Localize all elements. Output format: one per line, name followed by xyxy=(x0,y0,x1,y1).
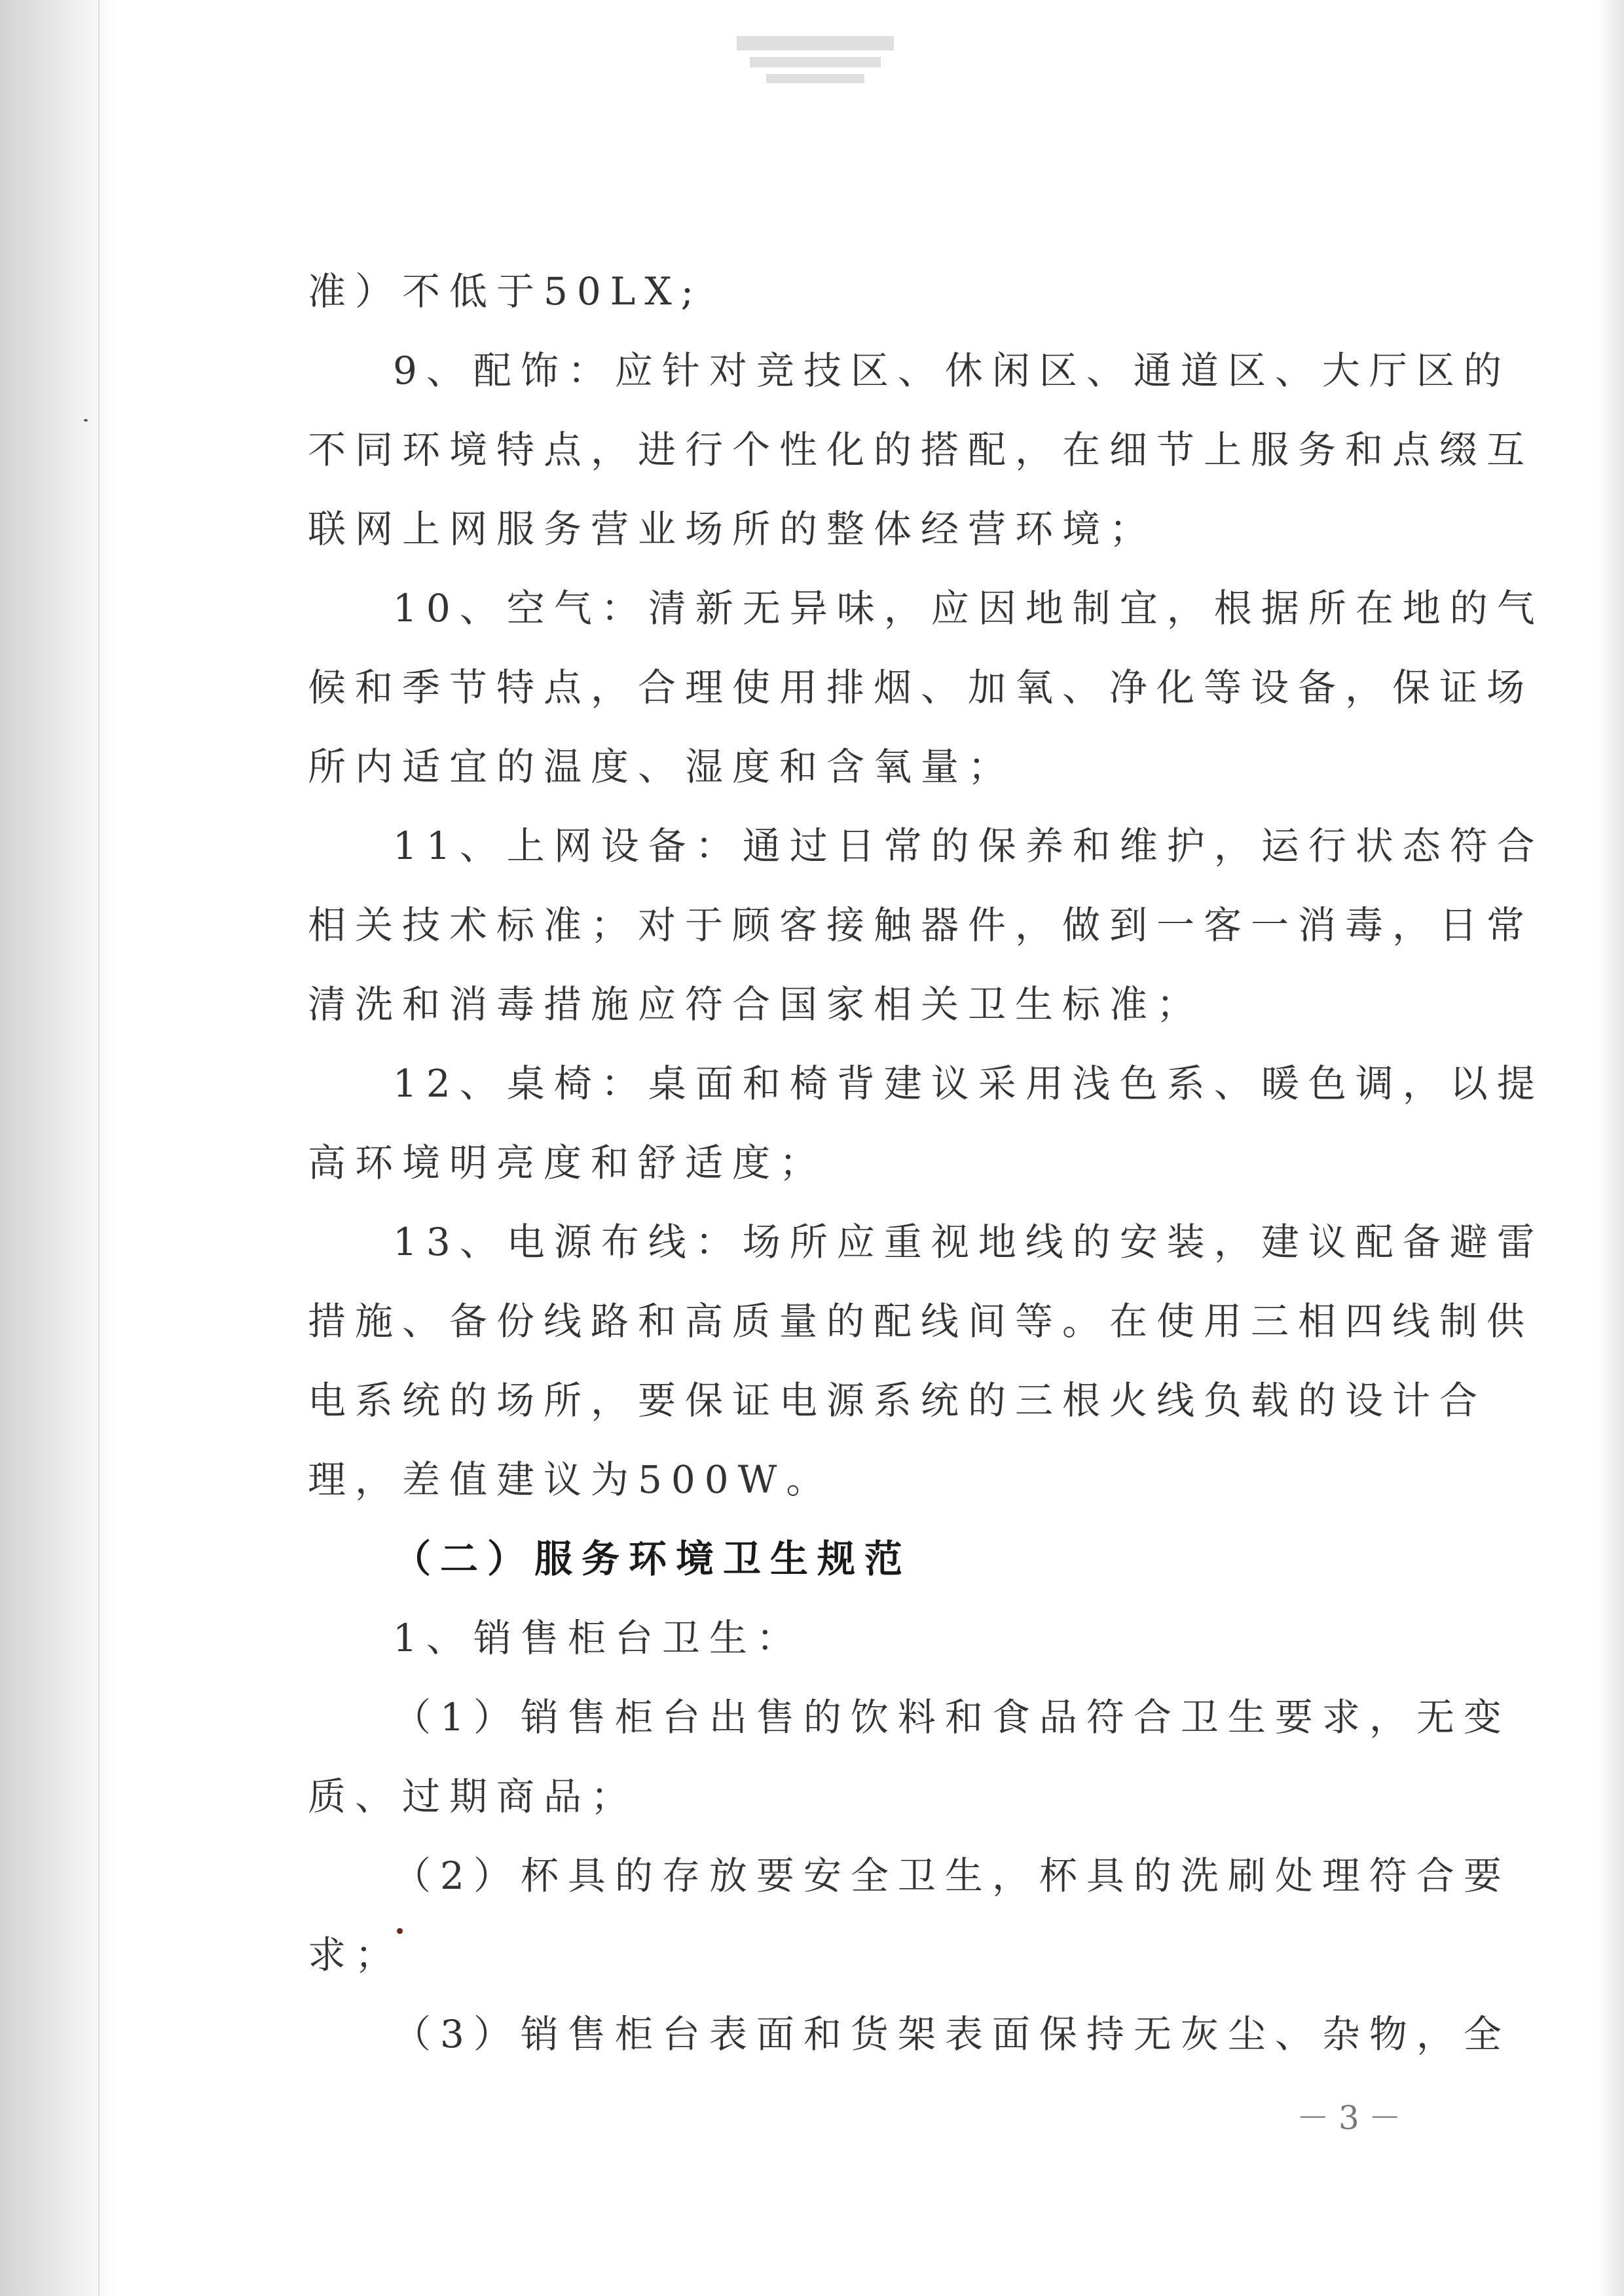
scan-binding-edge xyxy=(98,0,100,2296)
document-line: 理，差值建议为500W。 xyxy=(308,1457,834,1502)
faint-stamp-mark xyxy=(733,29,897,92)
scan-left-margin-shadow xyxy=(0,0,118,2296)
document-line: 相关技术标准；对于顾客接触器件，做到一客一消毒，日常 xyxy=(308,903,1534,947)
document-line: 高环境明亮度和舒适度； xyxy=(308,1140,827,1185)
document-line: 候和季节特点，合理使用排烟、加氧、净化等设备，保证场 xyxy=(308,665,1534,710)
document-line: 清洗和消毒措施应符合国家相关卫生标准； xyxy=(308,982,1204,1027)
scan-speck xyxy=(84,419,88,422)
document-line: 求； xyxy=(308,1933,403,1977)
document-line: （2）杯具的存放要安全卫生，杯具的洗刷处理符合要 xyxy=(393,1853,1511,1898)
document-line: 11、上网设备：通过日常的保养和维护，运行状态符合 xyxy=(393,824,1544,868)
document-line: 所内适宜的温度、湿度和含氧量； xyxy=(308,744,1016,789)
document-line: （1）销售柜台出售的饮料和食品符合卫生要求，无变 xyxy=(393,1695,1511,1740)
document-line: 13、电源布线：场所应重视地线的安装，建议配备避雷 xyxy=(393,1220,1544,1264)
document-line: 准）不低于50LX; xyxy=(308,269,703,314)
document-line: 联网上网服务营业场所的整体经营环境； xyxy=(308,507,1157,551)
document-line: 12、桌椅：桌面和椅背建议采用浅色系、暖色调，以提 xyxy=(393,1061,1544,1106)
document-line: （3）销售柜台表面和货架表面保持无灰尘、杂物，全 xyxy=(393,2012,1511,2056)
document-line: 1、销售柜台卫生： xyxy=(393,1616,803,1660)
scan-right-margin-shadow xyxy=(1598,0,1624,2296)
document-line: 9、配饰：应针对竞技区、休闲区、通道区、大厅区的 xyxy=(393,348,1511,393)
document-body xyxy=(308,252,1544,2074)
document-line: 10、空气：清新无异味，应因地制宜，根据所在地的气 xyxy=(393,586,1544,630)
document-line: 不同环境特点，进行个性化的搭配，在细节上服务和点缀互 xyxy=(308,428,1534,472)
section-heading: （二）服务环境卫生规范 xyxy=(393,1537,912,1581)
document-line: 电系统的场所，要保证电源系统的三根火线负载的设计合 xyxy=(308,1378,1487,1423)
page-number: －3－ xyxy=(1297,2099,1411,2137)
document-line: 措施、备份线路和高质量的配线间等。在使用三相四线制供 xyxy=(308,1299,1534,1343)
document-line: 质、过期商品； xyxy=(308,1774,638,1819)
